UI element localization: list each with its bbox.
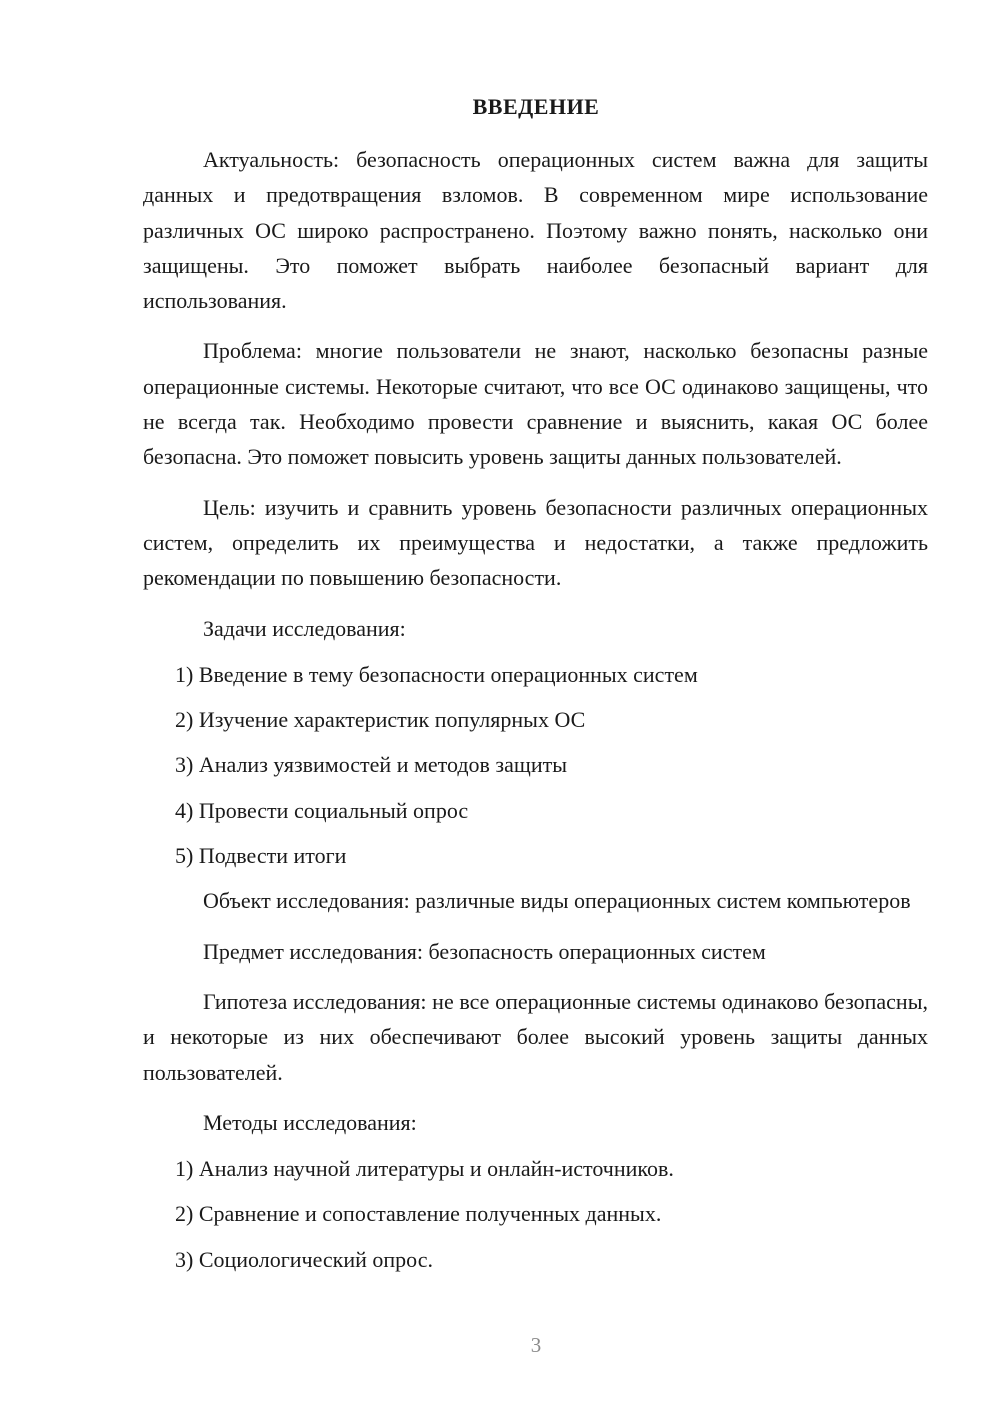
list-item: 3) Анализ уязвимостей и методов защиты (175, 752, 567, 778)
list-item: 5) Подвести итоги (175, 843, 347, 869)
problem-paragraph: Проблема: многие пользователи не знают, насколько безопасны разные операционные системы. Некоторые считают, что все ОС одинаково защищены, что не всегда так. Необходимо провести сравнение и выяснить, какая ОС более безопасна. Это поможет повысить уровень защиты данных пользователей. (143, 338, 928, 470)
list-item: 1) Анализ научной литературы и онлайн-источников. (175, 1156, 674, 1182)
goal-paragraph: Цель: изучить и сравнить уровень безопасности различных операционных систем, определить их преимущества и недостатки, а также предложить рекомендации по повышению безопасности. (143, 494, 928, 591)
list-item: 4) Провести социальный опрос (175, 797, 469, 823)
page-title: ВВЕДЕНИЕ (472, 94, 600, 119)
list-item: 2) Изучение характеристик популярных ОС (175, 707, 586, 733)
methods-heading: Методы исследования: (203, 1109, 417, 1135)
subject-paragraph: Предмет исследования: безопасность операционных систем (203, 938, 766, 964)
methods-list (143, 1151, 928, 1277)
relevance-paragraph: Актуальность: безопасность операционных систем важна для защиты данных и предотвращения взломов. В современном мире использование различных ОС широко распространено. Поэтому важно понять, насколько они защищены. Это поможет выбрать наиболее безопасный вариант для использования. (143, 147, 928, 314)
list-item: 2) Сравнение и сопоставление полученных данных. (175, 1201, 662, 1227)
tasks-list (143, 657, 928, 873)
tasks-heading: Задачи исследования: (203, 615, 406, 641)
list-item: 1) Введение в тему безопасности операционных систем (175, 661, 698, 687)
document-body (143, 142, 928, 1277)
list-item: 3) Социологический опрос. (175, 1246, 433, 1272)
page-number: 3 (530, 1333, 542, 1357)
object-paragraph: Объект исследования: различные виды операционных систем компьютеров (203, 888, 911, 914)
hypothesis-paragraph: Гипотеза исследования: не все операционные системы одинаково безопасны, и некоторые из них обеспечивают более высокий уровень защиты данных пользователей. (143, 988, 928, 1085)
